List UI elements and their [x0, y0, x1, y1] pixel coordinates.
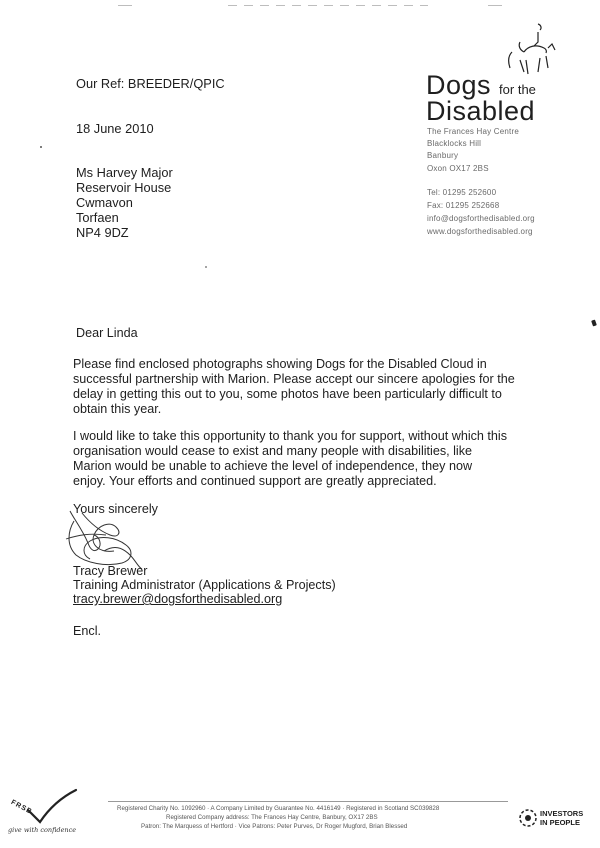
recipient-line: Cwmavon	[76, 195, 133, 210]
recipient-line: Reservoir House	[76, 180, 172, 195]
investors-line1: INVESTORS	[540, 809, 584, 818]
greeting: Dear Linda	[76, 326, 138, 340]
paragraph-line: I would like to take this opportunity to thank you for support, without which this	[73, 429, 508, 443]
org-address-line: Banbury	[427, 151, 459, 160]
footer-divider	[108, 801, 508, 802]
logo	[420, 22, 570, 126]
signer-name: Tracy Brewer	[73, 564, 148, 578]
org-email: info@dogsforthedisabled.org	[427, 214, 535, 223]
paragraph-line: enjoy. Your efforts and continued support are greatly appreciated.	[73, 474, 437, 488]
enclosure-note: Encl.	[73, 624, 101, 638]
scan-speck	[205, 266, 207, 268]
recipient-line: Torfaen	[76, 210, 119, 225]
signer-email-link[interactable]: tracy.brewer@dogsforthedisabled.org	[73, 592, 283, 606]
logo-word-dogs: Dogs	[426, 70, 492, 100]
investors-star-icon	[518, 808, 538, 828]
scan-artifact	[228, 5, 428, 6]
org-address-line: The Frances Hay Centre	[427, 127, 519, 136]
investors-line2: IN PEOPLE	[540, 818, 581, 827]
paragraph-line: delay in getting this out to you, some photos have been particularly difficult to	[73, 387, 502, 401]
footer-patrons: Patron: The Marquess of Hertford · Vice Patrons: Peter Purves, Dr Roger Mugford, Brian Blessed	[141, 823, 408, 830]
org-fax: Fax: 01295 252668	[427, 201, 500, 210]
org-address-line: Oxon OX17 2BS	[427, 164, 489, 173]
recipient-line: Ms Harvey Major	[76, 165, 173, 180]
frsb-badge	[8, 788, 88, 842]
letter-date: 18 June 2010	[76, 121, 154, 136]
paragraph-line: Marion would be unable to achieve the level of independence, they now	[73, 459, 473, 473]
paragraph-line: Please find enclosed photographs showing Dogs for the Disabled Cloud in	[73, 357, 487, 371]
closing: Yours sincerely	[73, 502, 158, 516]
frsb-tagline: give with confidence	[8, 826, 77, 834]
scan-speck	[40, 146, 42, 148]
scan-speck	[591, 319, 597, 326]
org-website: www.dogsforthedisabled.org	[427, 227, 533, 236]
paragraph-line: obtain this year.	[73, 402, 162, 416]
dog-figure-icon	[500, 22, 560, 78]
scan-artifact	[118, 5, 132, 6]
org-address-line: Blacklocks Hill	[427, 139, 482, 148]
footer-company-address: Registered Company address: The Frances Hay Centre, Banbury, OX17 2BS	[166, 814, 378, 821]
logo-word-for-the: for the	[499, 82, 536, 97]
paragraph-line: organisation would cease to exist and many people with disabilities, like	[73, 444, 473, 458]
logo-word-disabled: Disabled	[426, 96, 536, 126]
org-phone: Tel: 01295 252600	[427, 188, 497, 197]
investors-in-people-badge	[518, 806, 598, 832]
frsb-letters: FRSB	[9, 798, 34, 817]
paragraph-line: successful partnership with Marion. Please accept our sincere apologies for the	[73, 372, 515, 386]
scan-artifact	[488, 5, 502, 6]
footer-registration: Registered Charity No. 1092960 · A Company Limited by Guarantee No. 4416149 · Registered in Scotland SC039828	[117, 805, 440, 812]
recipient-line: NP4 9DZ	[76, 225, 129, 240]
checkmark-icon	[26, 788, 78, 828]
signer-title: Training Administrator (Applications & Projects)	[73, 578, 336, 592]
reference: Our Ref: BREEDER/QPIC	[76, 76, 225, 91]
